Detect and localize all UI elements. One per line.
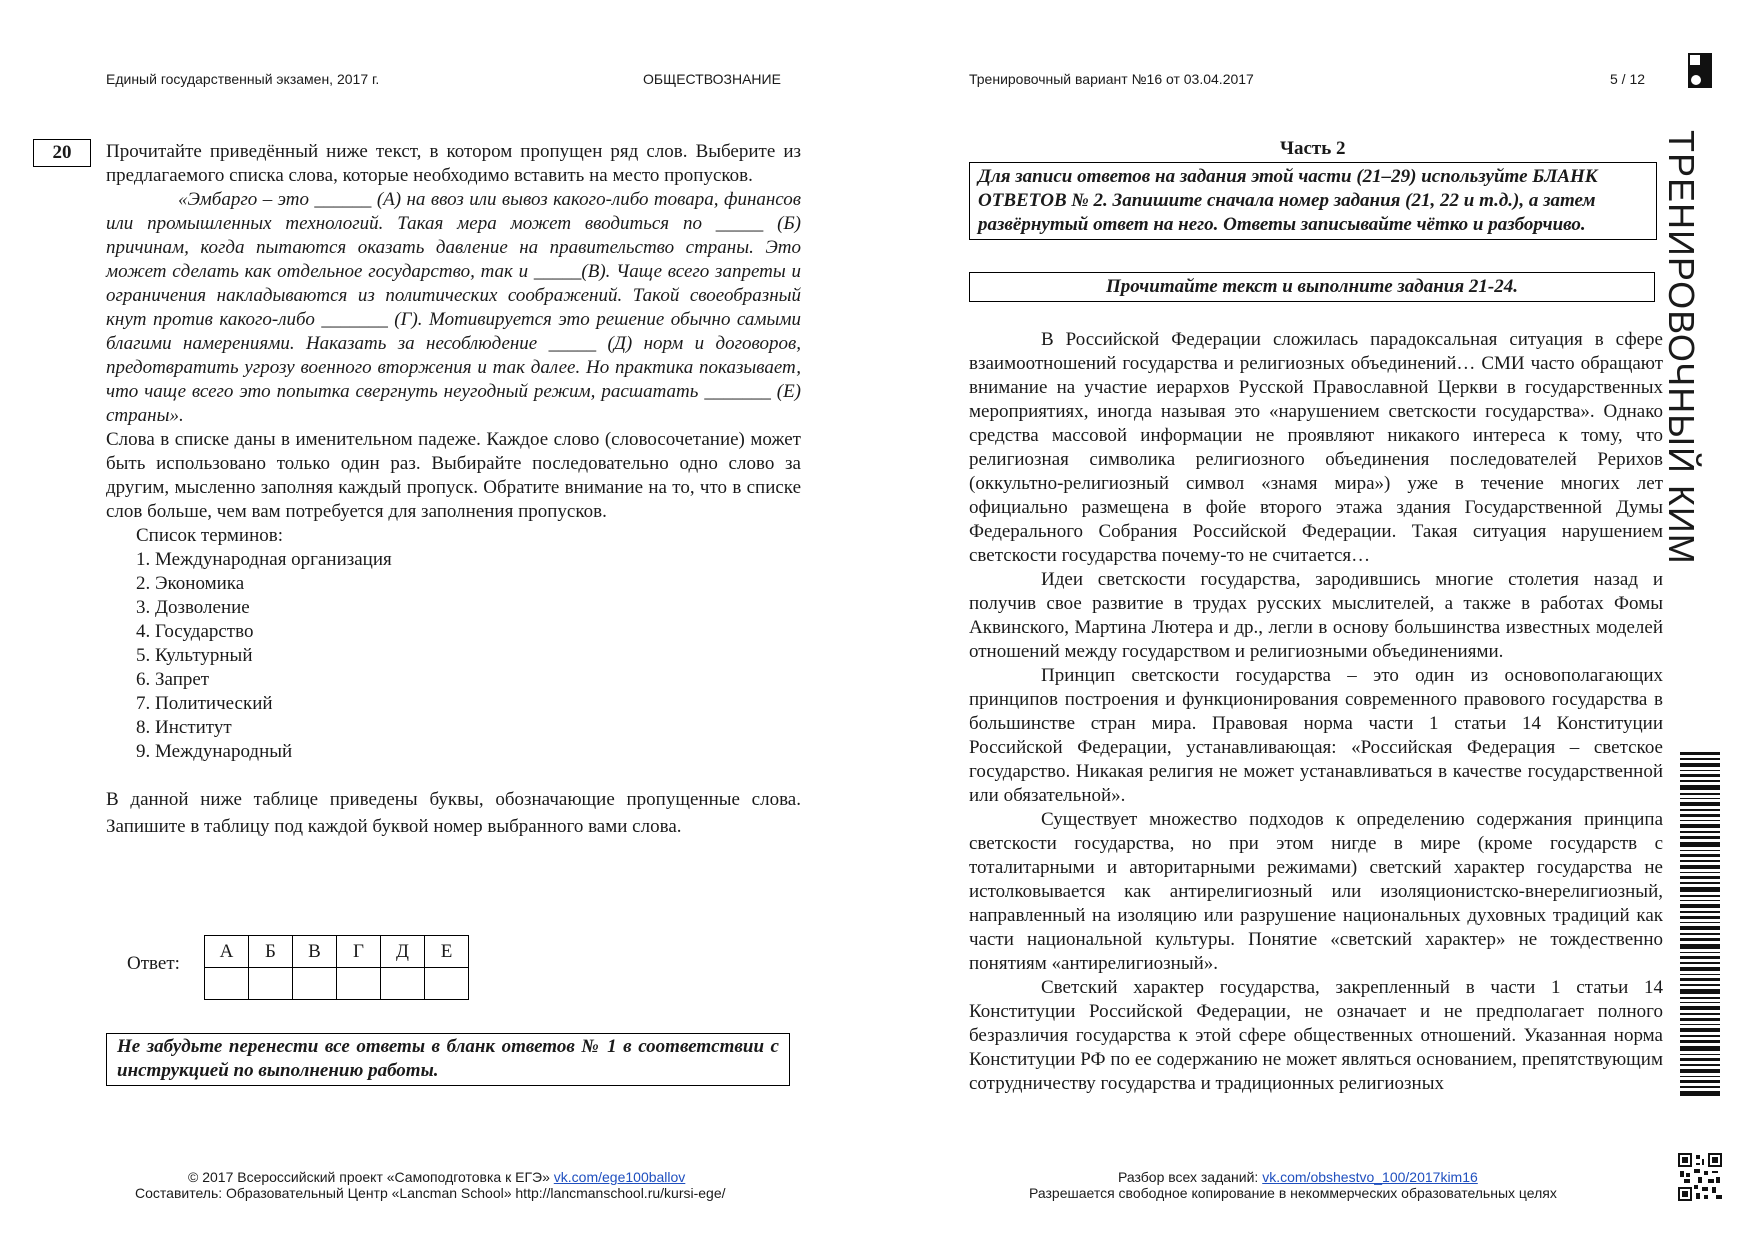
footer-left-line1 [188,1169,685,1185]
answer-letter-header: Д [381,936,425,968]
header-variant: Тренировочный вариант №16 от 03.04.2017 [969,71,1254,87]
part2-instruction-box: Для записи ответов на задания этой части (21–29) используйте БЛАНК ОТВЕТОВ № 2. Запишите сначала номер задания (21, 22 и т.д.), а затем развёрнутый ответ на него. Ответы записывайте чётко и разборчиво. [969,162,1657,240]
footer-author: Составитель: Образовательный Центр «Lancman School» http://lancmanschool.ru/kursi-ege/ [135,1185,726,1201]
footer-review-label: Разбор всех заданий: [1118,1169,1259,1185]
part2-title: Часть 2 [1280,138,1346,159]
answer-letter-header: В [293,936,337,968]
term-item: 2. Экономика [136,573,245,594]
footer-vk-link[interactable]: vk.com/ege100ballov [553,1169,686,1185]
term-item: 6. Запрет [136,669,210,690]
footer-copy-notice: Разрешается свободное копирование в некоммерческих образовательных целях [1029,1185,1557,1201]
term-item: 3. Дозволение [136,597,250,618]
term-item: 5. Культурный [136,645,253,666]
task20-quote: «Эмбарго – это ______ (А) на ввоз или вывоз какого-либо товара, финансов или промышленных технологий. Такая мера может вводиться по _____ (Б) причинам, когда пытаются оказать давление на правительство страны. Это может сделать как отдельное государство, так и _____(В). Чаще всего запреты и ограничения накладываются из политических соображений. Такой своеобразный кнут против какого-либо _______ (Г). Мотивируется это решение обычно самыми благими намерениями. Наказать за несоблюдение _____ (Д) норм и договоров, предотвратить угрозу военного вторжения и так далее. Но практика показывает, что чаще всего это попытка свергнуть неугодный режим, расшатать _______ (Е) страны». [106,189,801,426]
answer-letter-header: Г [337,936,381,968]
text-paragraph: Светский характер государства, закрепленный в части 1 статьи 14 Конституции Российской Федерации, не означает и не предполагает полного безразличия государства к этой сфере общественных отношений. Указанная норма Конституции РФ по ее содержанию не может являться основанием, препятствующим сотрудничеству государства и традиционных религиозных [969,977,1663,1094]
answer-cell[interactable] [425,968,469,1000]
text-paragraph: Существует множество подходов к определению содержания принципа светскости государства, но при этом нигде в мире (кроме государств с тоталитарными и авторитарными режимами) светский характер государства не истолковывается как антирелигиозный или изоляционистско-внерелигиозный, направленный на изоляцию или разрушение национальных духовных традиций как части национальной культуры. Понятие «светский характер» не тождественно понятиям «антирелигиозный». [969,809,1663,974]
answer-cell[interactable] [337,968,381,1000]
terms-title: Список терминов: [136,525,283,546]
task-number: 20 [33,139,91,167]
barcode-icon [1680,752,1720,1097]
answer-letter-header: А [205,936,249,968]
corner-marker-icon [1688,53,1712,88]
table-intro: В данной ниже таблице приведены буквы, обозначающие пропущенные слова. Запишите в таблицу под каждой буквой номер выбранного вами слова. [106,789,801,837]
term-item: 1. Международная организация [136,549,392,570]
side-label: ТРЕНИРОВОЧНЫЙ КИМ [1661,130,1702,565]
answer-label: Ответ: [127,953,180,974]
task20-instructions: Слова в списке даны в именительном падеже. Каждое слово (словосочетание) может быть использовано только один раз. Выбирайте последовательно одно слово за другим, мысленно заполняя каждый пропуск. Обратите внимание на то, что в списке слов больше, чем вам потребуется для заполнения пропусков. [106,429,801,522]
reminder-box: Не забудьте перенести все ответы в бланк ответов № 1 в соответствии с инструкцией по выполнению работы. [106,1033,790,1086]
answer-cell[interactable] [293,968,337,1000]
answer-table [204,935,469,1000]
answer-cell[interactable] [205,968,249,1000]
answer-letter-header: Б [249,936,293,968]
answer-cell[interactable] [249,968,293,1000]
term-item: 7. Политический [136,693,273,714]
qr-code-icon [1678,1153,1722,1201]
task20-body [106,140,801,840]
read-task-box: Прочитайте текст и выполните задания 21-24. [969,272,1655,302]
terms-list [106,524,801,764]
header-page-number: 5 / 12 [1610,71,1646,87]
answer-letter-header: Е [425,936,469,968]
term-item: 9. Международный [136,741,293,762]
answer-cell[interactable] [381,968,425,1000]
footer-copyright: © 2017 Всероссийский проект «Самоподготовка к ЕГЭ» [188,1169,550,1185]
term-item: 8. Институт [136,717,232,738]
footer-right-line1 [1118,1169,1478,1185]
header-subject: ОБЩЕСТВОЗНАНИЕ [643,71,781,87]
text-paragraph: В Российской Федерации сложилась парадоксальная ситуация в сфере взаимоотношений государства и религиозных объединений… СМИ часто обращают внимание на участие иерархов Русской Православной Церкви в государственных мероприятиях, иногда называя это «нарушением светскости государства». Однако средства массовой информации не проявляют никакого интереса к тому, что религиозная символика религиозного объединения последователей Рерихов (оккультно-религиозный символ «знамя мира») уже в течение многих лет официально размещена в фойе второго этажа здания Государственной Думы Федерального Собрания Российской Федерации. Такая ситуация нарушением светскости государства почему-то не считается… [969,329,1663,566]
part2-text [969,328,1663,1096]
task20-intro: Прочитайте приведённый ниже текст, в котором пропущен ряд слов. Выберите из предлагаемого списка слова, которые необходимо вставить на место пропусков. [106,141,801,186]
term-item: 4. Государство [136,621,254,642]
footer-review-link[interactable]: vk.com/obshestvo_100/2017kim16 [1262,1169,1478,1185]
text-paragraph: Принцип светскости государства – это один из основополагающих принципов построения и функционирования современного правового государства в большинстве стран мира. Правовая норма части 1 статьи 14 Конституции Российской Федерации, устанавливающая: «Российская Федерация – светское государство. Никакая религия не может устанавливаться в качестве государственной или обязательной». [969,665,1663,806]
header-exam: Единый государственный экзамен, 2017 г. [106,71,380,87]
text-paragraph: Идеи светскости государства, зародившись многие столетия назад и получив свое развитие в трудах русских мыслителей, а также в работах Фомы Аквинского, Мартина Лютера и др., легли в основу большинства известных моделей отношений между государством и религиозными объединениями. [969,569,1663,662]
